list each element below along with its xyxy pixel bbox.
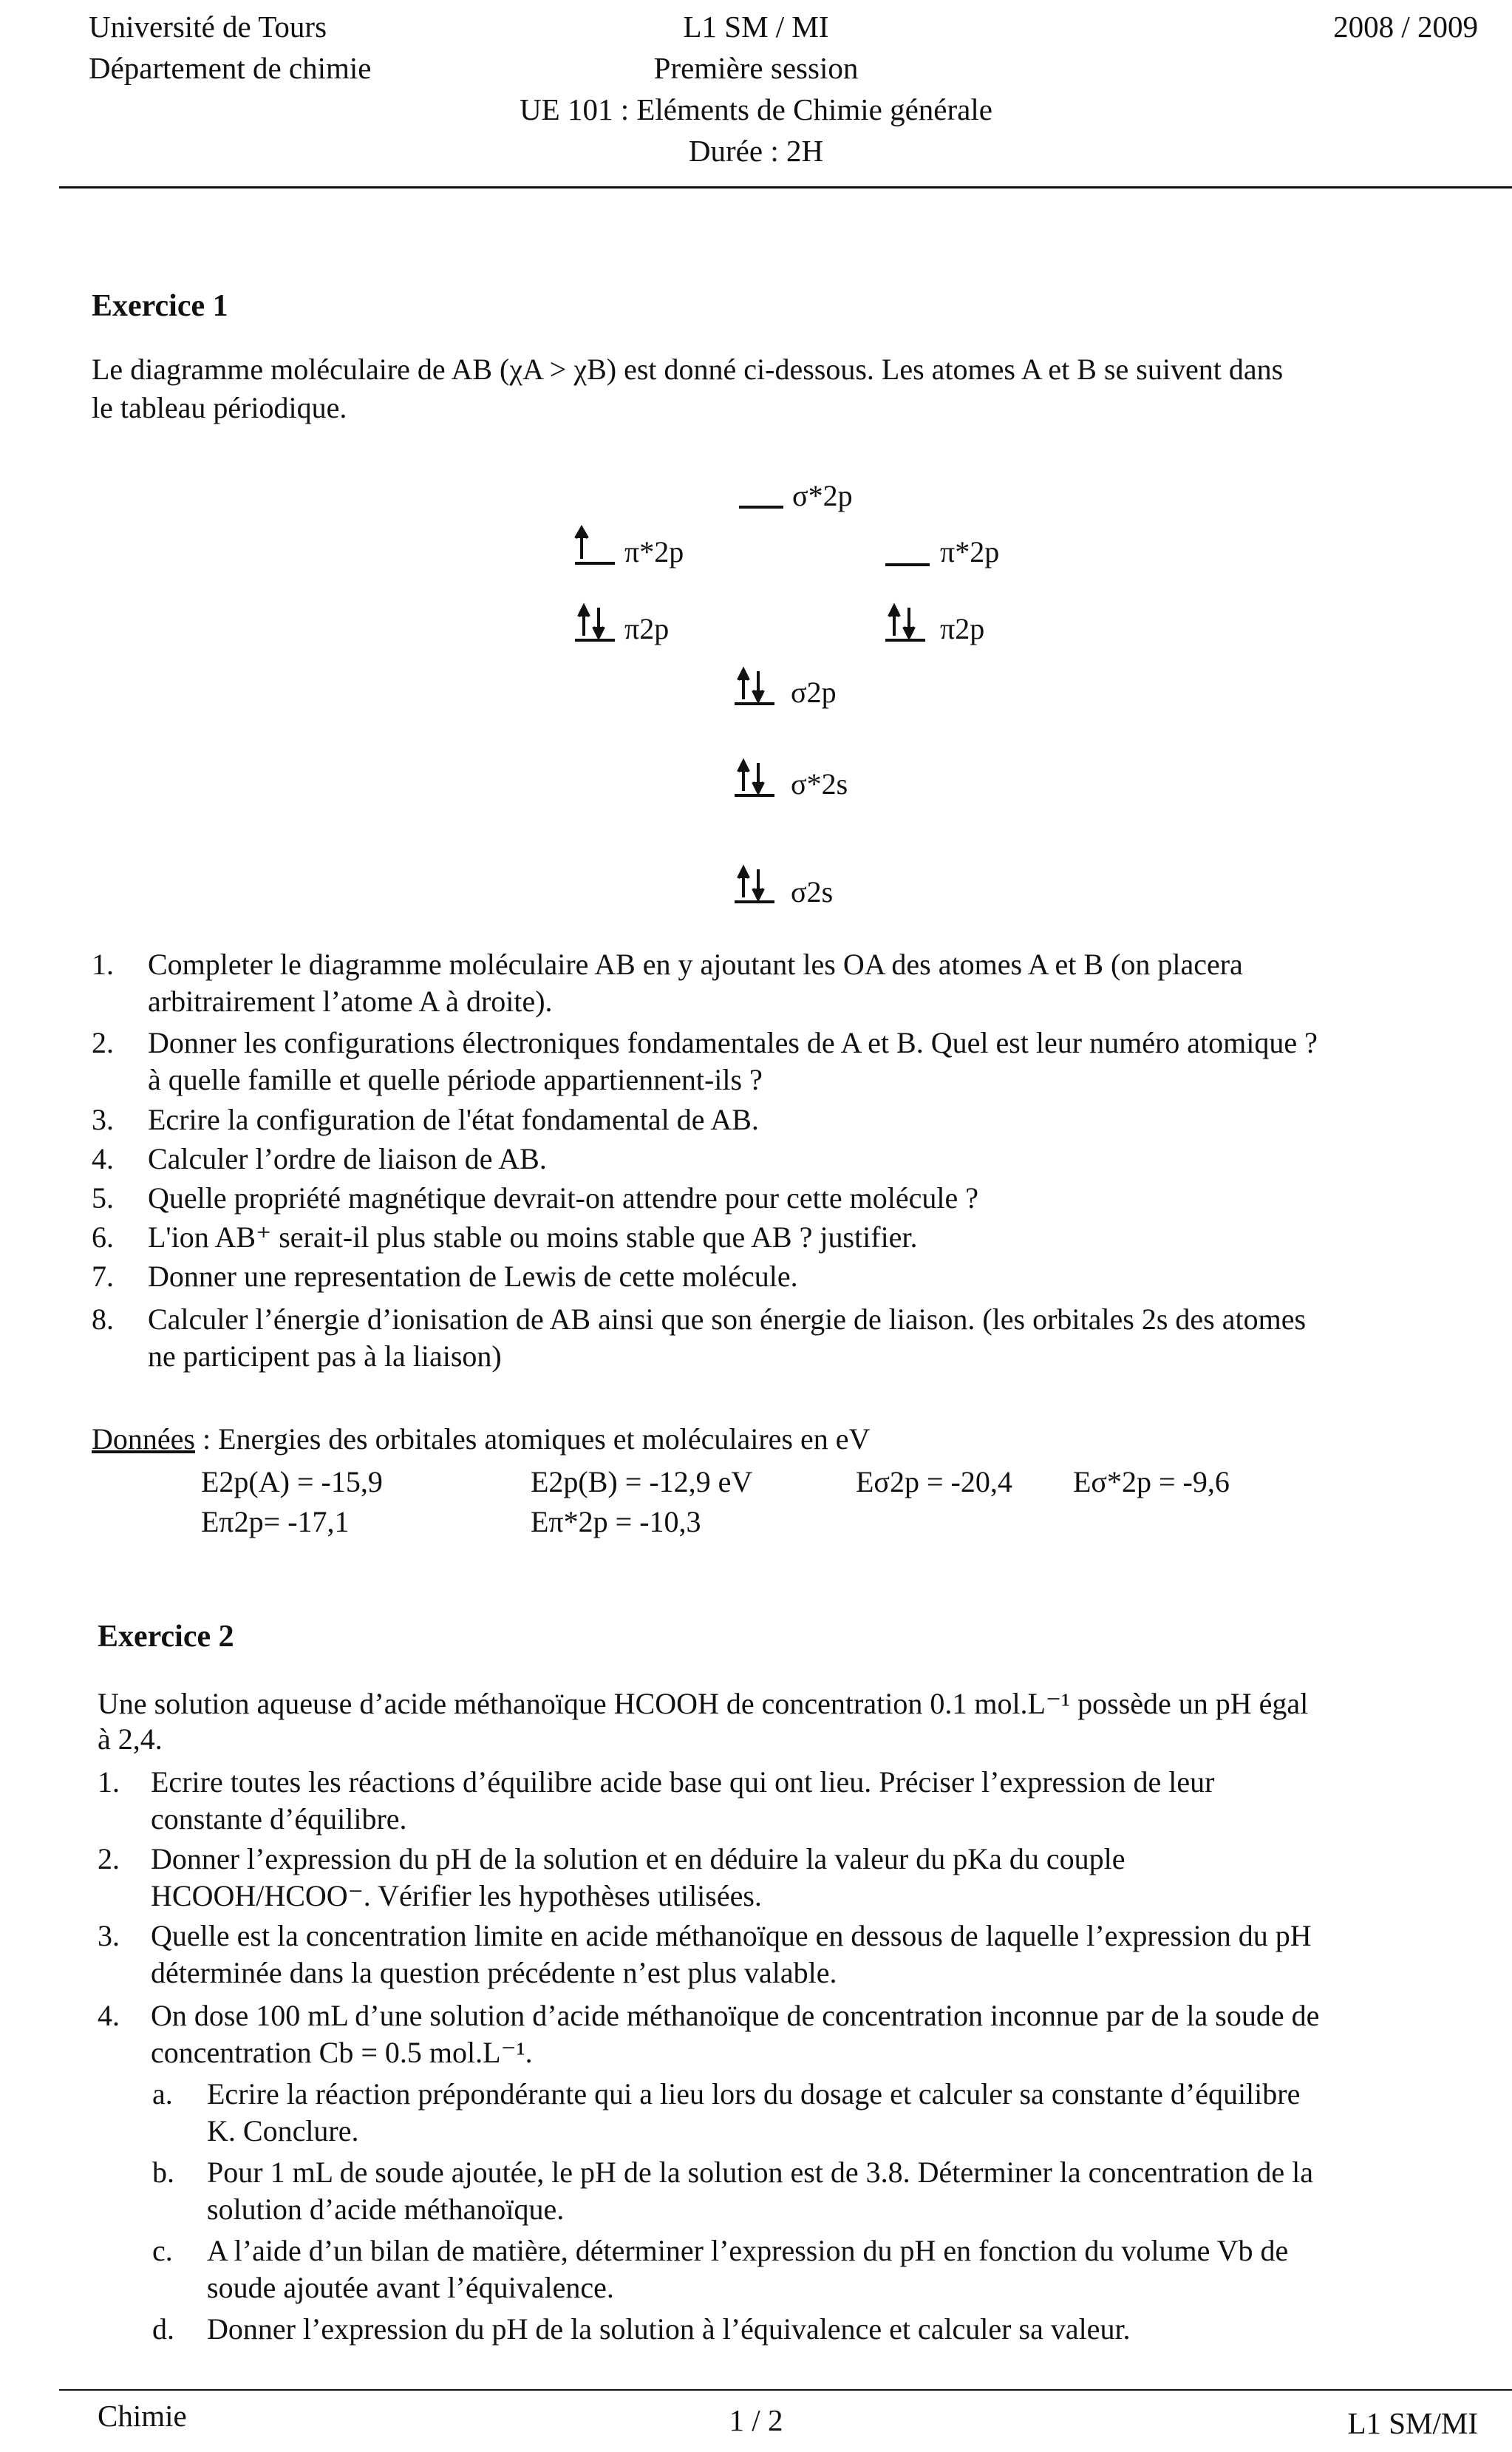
- university-name: Université de Tours: [89, 10, 327, 44]
- subquestion-line: A l’aide d’un bilan de matière, déterminer l’expression du pH en fonction du volume Vb de: [207, 2234, 1289, 2267]
- footer-rule: [59, 2389, 1512, 2391]
- exam-duration: Durée : 2H: [688, 134, 824, 168]
- data-e2pB: E2p(B) = -12,9 eV: [531, 1465, 753, 1498]
- label-pi2p-right: π2p: [940, 612, 985, 645]
- label-sigma2p: σ2p: [791, 676, 837, 709]
- exercise-1-intro-line2: le tableau périodique.: [92, 391, 347, 424]
- course-level: L1 SM / MI: [683, 10, 829, 44]
- question-line: déterminée dans la question précédente n’est plus valable.: [151, 1956, 837, 1989]
- subquestion-letter: c.: [152, 2234, 173, 2267]
- subquestion-line: Pour 1 mL de soude ajoutée, le pH de la solution est de 3.8. Déterminer la concentration de la: [207, 2156, 1313, 2189]
- data-esigma2p: Eσ2p = -20,4: [856, 1465, 1012, 1498]
- question-number: 3.: [98, 1919, 120, 1952]
- subquestion-line: Donner l’expression du pH de la solution à l’équivalence et calculer sa valeur.: [207, 2312, 1131, 2346]
- question-number: 4.: [92, 1142, 114, 1175]
- label-sigma2s: σ2s: [791, 875, 834, 909]
- question-line: constante d’équilibre.: [151, 1802, 407, 1835]
- exercise-2-title: Exercice 2: [98, 1620, 234, 1654]
- exercise-2-intro-line1: Une solution aqueuse d’acide méthanoïque HCOOH de concentration 0.1 mol.L⁻¹ possède un pH égal: [98, 1687, 1309, 1720]
- question-line: Calculer l’énergie d’ionisation de AB ainsi que son énergie de liaison. (les orbitales 2s des atomes: [148, 1303, 1307, 1336]
- mo-diagram: [0, 0, 1512, 931]
- footer-level: L1 SM/MI: [1347, 2406, 1478, 2440]
- subquestion-line: solution d’acide méthanoïque.: [207, 2193, 565, 2226]
- question-line: Donner les configurations électroniques fondamentales de A et B. Quel est leur numéro atomique ?: [148, 1026, 1318, 1059]
- subquestion-line: soude ajoutée avant l’équivalence.: [207, 2271, 614, 2304]
- subquestion-letter: b.: [152, 2156, 174, 2189]
- academic-year: 2008 / 2009: [1333, 10, 1478, 44]
- question-line: Quelle est la concentration limite en acide méthanoïque en dessous de laquelle l’expression du pH: [151, 1919, 1312, 1952]
- question-line: ne participent pas à la liaison): [148, 1339, 502, 1373]
- question-line: L'ion AB⁺ serait-il plus stable ou moins stable que AB ? justifier.: [148, 1220, 918, 1254]
- question-line: On dose 100 mL d’une solution d’acide méthanoïque de concentration inconnue par de la soude de: [151, 1999, 1320, 2032]
- question-line: Ecrire la configuration de l'état fondamental de AB.: [148, 1103, 759, 1136]
- course-title: UE 101 : Eléments de Chimie générale: [520, 92, 992, 126]
- label-sigma2s-star: σ*2s: [791, 767, 848, 801]
- data-label: Données: [92, 1422, 195, 1456]
- department-name: Département de chimie: [89, 51, 372, 85]
- label-pi2p-star-left: π*2p: [624, 535, 684, 568]
- question-line: arbitrairement l’atome A à droite).: [148, 985, 553, 1018]
- data-heading: [92, 1421, 870, 1458]
- data-esigma2p-star: Eσ*2p = -9,6: [1073, 1465, 1230, 1498]
- session-name: Première session: [653, 51, 859, 85]
- subquestion-letter: d.: [152, 2312, 174, 2346]
- question-number: 1.: [98, 1765, 120, 1799]
- question-line: HCOOH/HCOO⁻. Vérifier les hypothèses utilisées.: [151, 1879, 762, 1912]
- question-number: 1.: [92, 948, 114, 981]
- page-number: 1 / 2: [729, 2403, 783, 2437]
- question-number: 7.: [92, 1260, 114, 1293]
- label-pi2p-star-right: π*2p: [940, 535, 1000, 568]
- exercise-1-title: Exercice 1: [92, 289, 228, 323]
- label-sigma2p-star: σ*2p: [792, 479, 853, 512]
- question-number: 3.: [92, 1103, 114, 1136]
- data-e2pA: E2p(A) = -15,9: [201, 1465, 383, 1498]
- question-line: Ecrire toutes les réactions d’équilibre acide base qui ont lieu. Préciser l’expression de leur: [151, 1765, 1215, 1799]
- question-line: Quelle propriété magnétique devrait-on attendre pour cette molécule ?: [148, 1181, 978, 1215]
- data-intro: : Energies des orbitales atomiques et moléculaires en eV: [194, 1422, 871, 1456]
- question-line: Calculer l’ordre de liaison de AB.: [148, 1142, 547, 1175]
- question-number: 5.: [92, 1181, 114, 1215]
- question-number: 4.: [98, 1999, 120, 2032]
- question-number: 8.: [92, 1303, 114, 1336]
- subquestion-line: K. Conclure.: [207, 2114, 359, 2147]
- subquestion-letter: a.: [152, 2077, 173, 2110]
- question-line: concentration Cb = 0.5 mol.L⁻¹.: [151, 2036, 533, 2069]
- question-number: 2.: [92, 1026, 114, 1059]
- footer-subject: Chimie: [98, 2399, 187, 2433]
- question-number: 2.: [98, 1842, 120, 1875]
- subquestion-line: Ecrire la réaction prépondérante qui a lieu lors du dosage et calculer sa constante d’équilibre: [207, 2077, 1301, 2110]
- data-epi2p: Eπ2p= -17,1: [201, 1505, 350, 1538]
- exercise-2-intro-line2: à 2,4.: [98, 1722, 163, 1756]
- exercise-1-intro-line1: Le diagramme moléculaire de AB (χA > χB) est donné ci-dessous. Les atomes A et B se suivent dans: [92, 353, 1284, 386]
- question-line: Completer le diagramme moléculaire AB en y ajoutant les OA des atomes A et B (on placera: [148, 948, 1243, 981]
- question-line: Donner une representation de Lewis de cette molécule.: [148, 1260, 798, 1293]
- question-number: 6.: [92, 1220, 114, 1254]
- data-epi2p-star: Eπ*2p = -10,3: [531, 1505, 701, 1538]
- question-line: à quelle famille et quelle période appartiennent-ils ?: [148, 1063, 763, 1096]
- question-line: Donner l’expression du pH de la solution et en déduire la valeur du pKa du couple: [151, 1842, 1126, 1875]
- label-pi2p-left: π2p: [624, 612, 670, 645]
